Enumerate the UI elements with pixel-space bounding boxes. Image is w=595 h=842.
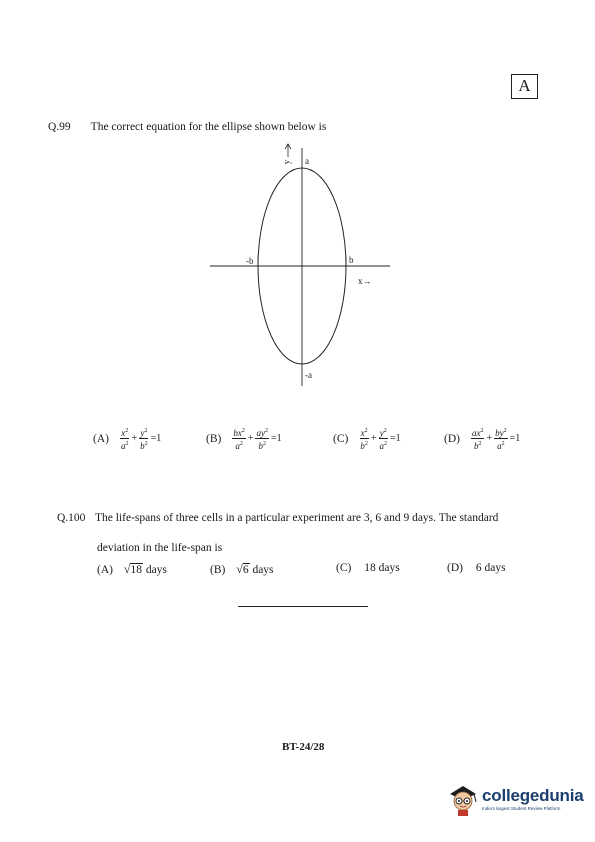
option-value: 18 days: [364, 562, 400, 574]
q100-option-d[interactable]: [447, 562, 506, 574]
brand-tagline: India's largest Student Review Platform: [482, 805, 561, 811]
mascot-icon: [446, 780, 480, 816]
option-label: (A): [93, 432, 109, 445]
q99-option-c[interactable]: [333, 426, 402, 451]
question-text: The correct equation for the ellipse shown below is: [90, 121, 327, 133]
equals-one: =1: [509, 433, 521, 444]
brand-name: collegedunia: [482, 785, 584, 805]
square-root: √6: [236, 562, 249, 576]
label-b: b: [349, 255, 354, 265]
question-100-continued: deviation in the life-span is: [97, 542, 223, 554]
plus-sign: +: [486, 433, 493, 444]
option-unit: days: [249, 564, 274, 576]
label-y: y: [281, 159, 292, 165]
question-number: Q.100: [57, 512, 86, 524]
option-label: (D): [444, 432, 460, 445]
question-100: [57, 510, 547, 526]
page-footer: BT-24/28: [282, 741, 325, 753]
fraction-2: $\frac{ay^2}{b^2}$: [256, 428, 268, 451]
label-a: a: [305, 156, 309, 166]
fraction-1: $\frac{x^2}{b^2}$: [360, 428, 368, 451]
equals-one: =1: [150, 433, 162, 444]
brand-logo: [446, 780, 584, 816]
option-label: (A): [97, 564, 113, 576]
q100-option-a[interactable]: [97, 562, 167, 577]
q100-option-c[interactable]: [336, 562, 400, 574]
square-root: √18: [123, 562, 142, 576]
fraction-1: $\frac{ax^2}{b^2}$: [471, 428, 484, 451]
option-label: (B): [206, 432, 222, 445]
option-label: (C): [336, 562, 352, 574]
fraction-2: $\frac{y^2}{b^2}$: [140, 428, 148, 451]
end-divider: [238, 606, 368, 607]
fraction-2: $\frac{y^2}{a^2}$: [379, 428, 387, 451]
fraction-1: $\frac{x^2}{a^2}$: [120, 428, 129, 451]
equals-one: =1: [270, 433, 282, 444]
label-minus-a: -a: [305, 370, 312, 380]
plus-sign: +: [247, 433, 254, 444]
q99-option-d[interactable]: [444, 426, 521, 451]
label-minus-b: -b: [246, 256, 254, 266]
fraction-1: $\frac{bx^2}{a^2}$: [233, 428, 245, 451]
option-label: (C): [333, 432, 349, 445]
question-text: The life-spans of three cells in a particular experiment are 3, 6 and 9 days. The standard: [95, 512, 499, 524]
option-label: (D): [447, 562, 463, 574]
set-code: A: [518, 76, 531, 95]
option-label: (B): [210, 564, 226, 576]
plus-sign: +: [131, 433, 138, 444]
q99-option-a[interactable]: [93, 426, 162, 451]
option-unit: days: [142, 564, 167, 576]
q99-option-b[interactable]: [206, 426, 283, 451]
option-value: 6 days: [475, 562, 506, 574]
fraction-2: $\frac{by^2}{a^2}$: [495, 428, 507, 451]
plus-sign: +: [370, 433, 377, 444]
q100-option-b[interactable]: [210, 562, 274, 577]
question-number: Q.99: [48, 121, 71, 133]
equals-one: =1: [389, 433, 401, 444]
label-x: x→: [358, 276, 372, 286]
